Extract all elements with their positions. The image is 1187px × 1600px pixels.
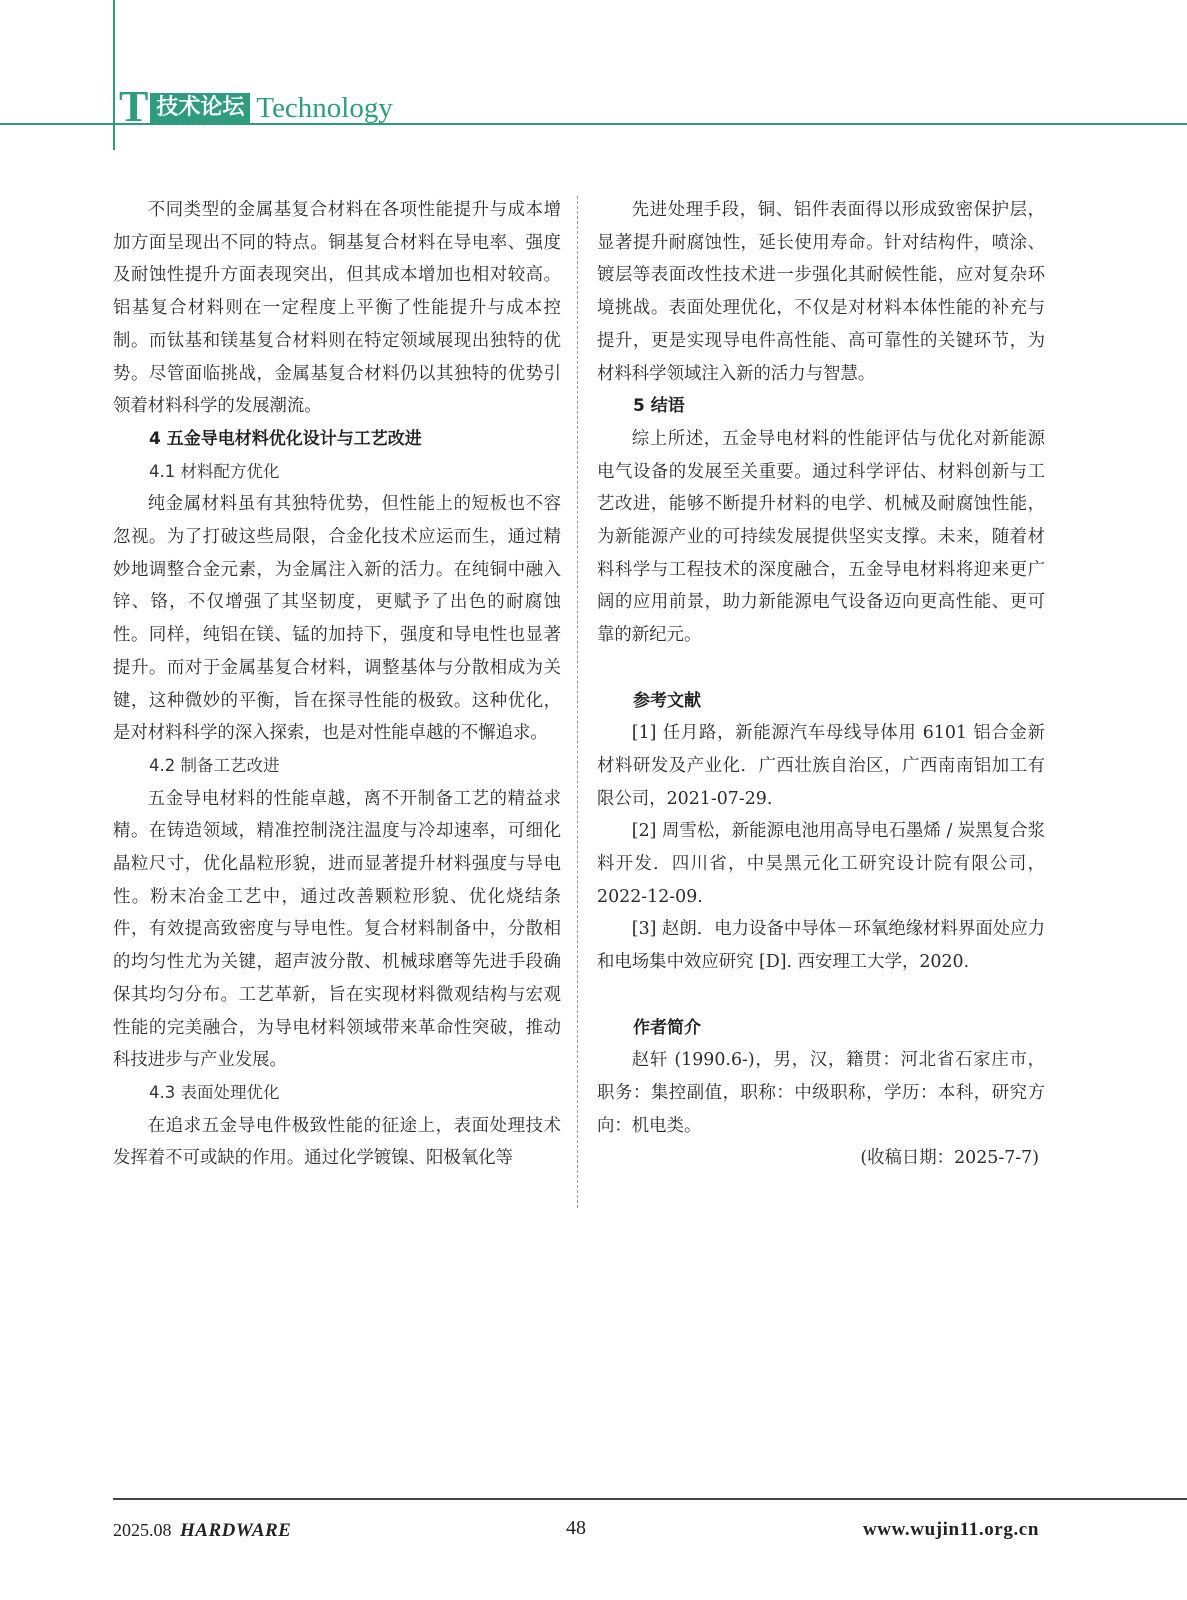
left-column [113, 194, 561, 1175]
section-logo [119, 82, 393, 131]
section-title-cn: 技术论坛 [150, 93, 250, 123]
reference-item: [2] 周雪松，新能源电池用高导电石墨烯 / 炭黑复合浆料开发．四川省，中昊黑元化工研究设计院有限公司，2022-12-09. [597, 821, 1045, 907]
issue-date: 2025.08 [113, 1520, 172, 1540]
subsection-heading-4-1: 4.1 材料配方优化 [149, 461, 280, 481]
column-divider [577, 196, 578, 1208]
reference-item: [3] 赵朗．电力设备中导体－环氧绝缘材料界面处应力和电场集中效应研究 [D]. 西安理工大学，2020. [597, 919, 1045, 973]
subsection-heading-4-3: 4.3 表面处理优化 [149, 1082, 280, 1102]
right-column [597, 194, 1045, 1175]
received-date: (收稿日期：2025-7-7) [860, 1148, 1039, 1169]
paragraph: 五金导电材料的性能卓越，离不开制备工艺的精益求精。在铸造领域，精准控制浇注温度与冷却速率，可细化晶粒尺寸，优化晶粒形貌，进而显著提升材料强度与导电性。粉末冶金工艺中，通过改善颗粒形貌、优化烧结条件，有效提高致密度与导电性。复合材料制备中，分散相的均匀性尤为关键，超声波分散、机械球磨等先进手段确保其均匀分布。工艺革新，旨在实现材料微观结构与宏观性能的完美融合，为导电材料领域带来革命性突破，推动科技进步与产业发展。 [113, 788, 561, 1071]
section-title-en: Technology [256, 92, 393, 124]
reference-item: [1] 任月路，新能源汽车母线导体用 6101 铝合金新材料研发及产业化．广西壮族自治区，广西南南铝加工有限公司，2021-07-29. [597, 723, 1045, 809]
section-heading-4: 4 五金导电材料优化设计与工艺改进 [149, 428, 422, 449]
website-url: www.wujin11.org.cn [862, 1519, 1039, 1540]
spacer [597, 652, 1045, 685]
references-heading: 参考文献 [633, 690, 701, 711]
logo-letter: T [119, 82, 149, 131]
subsection-heading-4-2: 4.2 制备工艺改进 [149, 755, 280, 775]
footer-issue [113, 1520, 291, 1542]
spacer [597, 979, 1045, 1012]
paragraph: 纯金属材料虽有其独特优势，但性能上的短板也不容忽视。为了打破这些局限，合金化技术应运而生，通过精妙地调整合金元素，为金属注入新的活力。在纯铜中融入锌、铬，不仅增强了其坚韧度，更赋予了出色的耐腐蚀性。同样，纯铝在镁、锰的加持下，强度和导电性也显著提升。而对于金属基复合材料，调整基体与分散相成为关键，这种微妙的平衡，旨在探寻性能的极致。这种优化，是对材料科学的深入探索，也是对性能卓越的不懈追求。 [113, 494, 561, 744]
author-bio: 赵轩 (1990.6-)，男，汉，籍贯：河北省石家庄市，职务：集控副值，职称：中级职称，学历：本科，研究方向：机电类。 [597, 1050, 1045, 1136]
header-vertical-rule [113, 0, 115, 150]
paragraph: 综上所述，五金导电材料的性能评估与优化对新能源电气设备的发展至关重要。通过科学评估、材料创新与工艺改进，能够不断提升材料的电学、机械及耐腐蚀性能，为新能源产业的可持续发展提供坚实支撑。未来，随着材料科学与工程技术的深度融合，五金导电材料将迎来更广阔的应用前景，助力新能源电气设备迈向更高性能、更可靠的新纪元。 [597, 428, 1045, 646]
paragraph: 先进处理手段，铜、铝件表面得以形成致密保护层，显著提升耐腐蚀性，延长使用寿命。针对结构件，喷涂、镀层等表面改性技术进一步强化其耐候性能，应对复杂环境挑战。表面处理优化，不仅是对材料本体性能的补充与提升，更是实现导电件高性能、高可靠性的关键环节，为材料科学领域注入新的活力与智慧。 [597, 200, 1045, 384]
paragraph: 在追求五金导电件极致性能的征途上，表面处理技术发挥着不可或缺的作用。通过化学镀镍、阳极氧化等 [113, 1115, 561, 1169]
magazine-name: HARDWARE [180, 1520, 292, 1541]
footer-rule [113, 1498, 1187, 1500]
section-heading-5: 5 结语 [633, 396, 685, 417]
author-heading: 作者简介 [633, 1017, 701, 1038]
page-number: 48 [566, 1517, 586, 1539]
paragraph: 不同类型的金属基复合材料在各项性能提升与成本增加方面呈现出不同的特点。铜基复合材料在导电率、强度及耐蚀性提升方面表现突出，但其成本增加也相对较高。铝基复合材料则在一定程度上平衡了性能提升与成本控制。而钛基和镁基复合材料则在特定领域展现出独特的优势。尽管面临挑战，金属基复合材料仍以其独特的优势引领着材料科学的发展潮流。 [113, 200, 561, 417]
